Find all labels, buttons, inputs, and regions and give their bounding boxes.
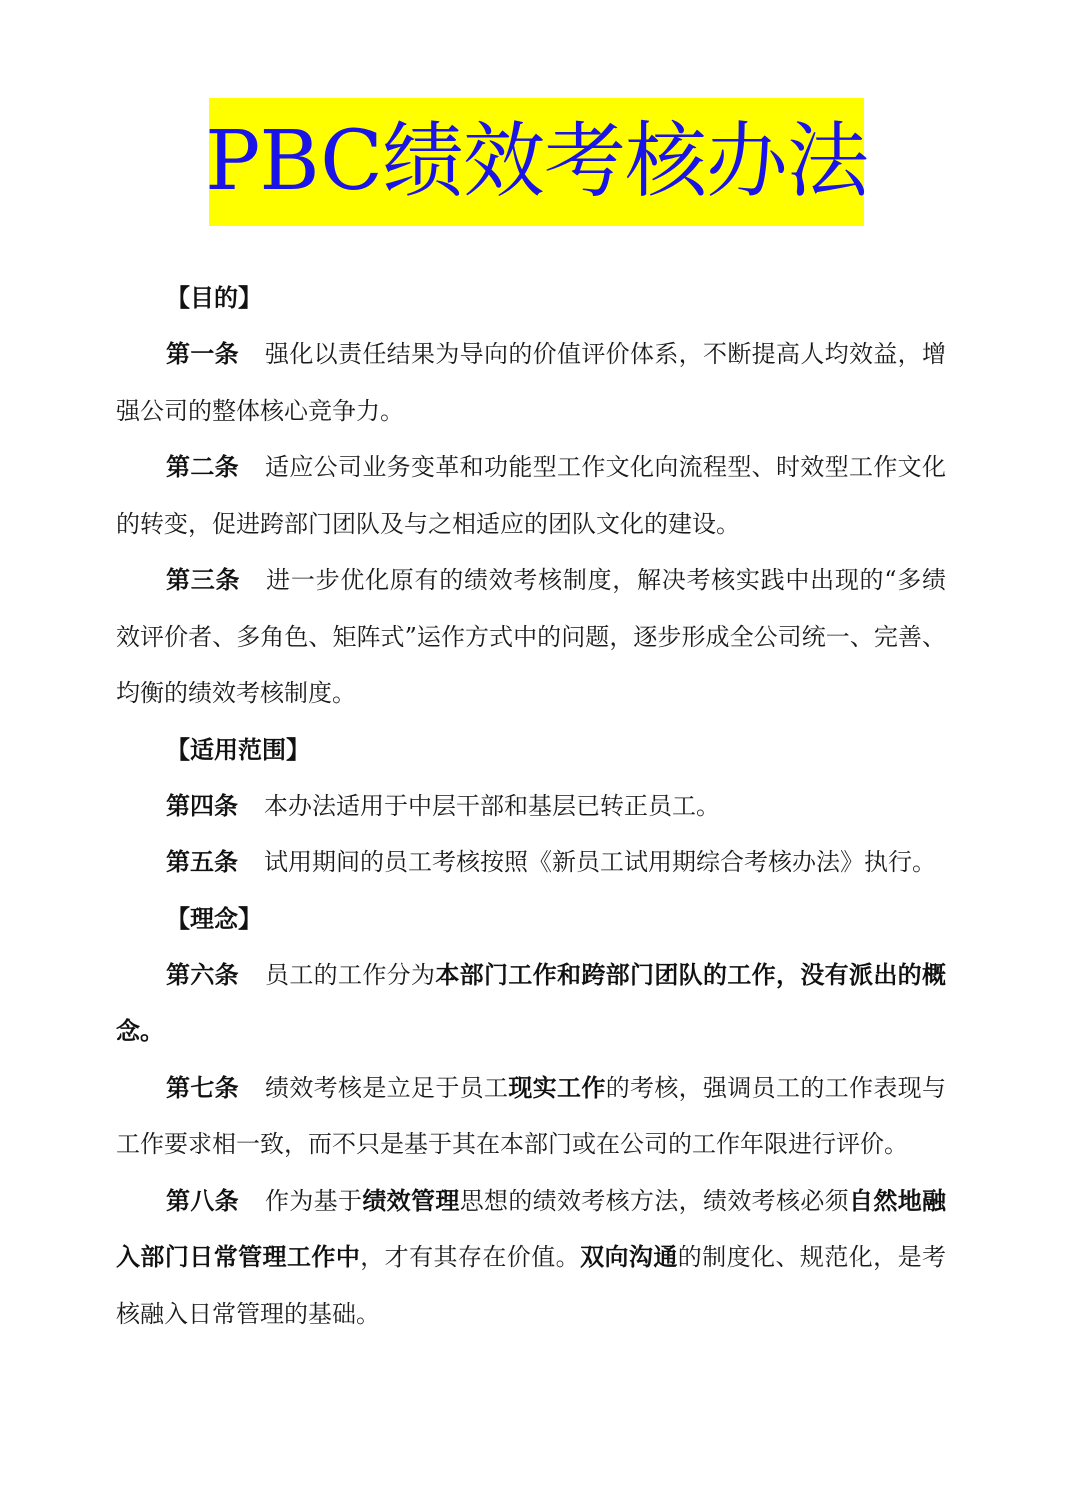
article-text: 强化以责任结果为导向的价值评价体系，不断提高人均效益，增强公司的整体核心竞争力。 — [116, 340, 946, 425]
article-number: 第三条 — [166, 566, 241, 594]
article-1 — [116, 326, 946, 439]
article-2 — [116, 439, 946, 552]
document-title: PBC绩效考核办法 — [205, 114, 868, 209]
article-number: 第七条 — [166, 1073, 239, 1102]
section-heading-purpose: 【目的】 — [166, 284, 262, 312]
section-heading-philosophy: 【理念】 — [166, 904, 262, 933]
article-number: 第一条 — [166, 340, 239, 368]
article-emphasis: 双向沟通 — [580, 1243, 678, 1271]
article-text: ，才有其存在价值。 — [360, 1243, 581, 1271]
article-8 — [116, 1173, 946, 1343]
document-body — [116, 270, 946, 1342]
article-text: 试用期间的员工考核按照《新员工试用期综合考核办法》执行。 — [264, 848, 936, 876]
article-emphasis: 本部门工作和跨部门团队的工作，没有派出的概念。 — [116, 960, 947, 1045]
article-emphasis: 绩效管理 — [362, 1186, 460, 1215]
article-7 — [116, 1060, 946, 1173]
article-3 — [116, 552, 946, 722]
article-text: 适应公司业务变革和功能型工作文化向流程型、时效型工作文化的转变，促进跨部门团队及与之相适应的团队文化的建设。 — [116, 453, 946, 538]
article-number: 第八条 — [166, 1186, 239, 1215]
article-4 — [116, 778, 946, 835]
article-number: 第四条 — [166, 791, 238, 820]
article-text: 员工的工作分为 — [265, 960, 436, 989]
article-text: 本办法适用于中层干部和基层已转正员工。 — [264, 791, 720, 820]
article-text: 思想的绩效考核方法，绩效考核必须 — [459, 1186, 850, 1215]
article-text: 作为基于 — [265, 1186, 363, 1215]
article-5 — [116, 834, 946, 891]
article-text: 的考核，强调员工的工作表现与工作要求相一致，而不只是基于其在本部门或在公司的工作年限进行评价。 — [116, 1073, 947, 1158]
section-heading-scope: 【适用范围】 — [166, 735, 310, 764]
article-text: 的制度化、规范化，是考核融入日常管理的基础。 — [116, 1243, 947, 1328]
article-number: 第六条 — [166, 960, 239, 989]
title-banner — [205, 98, 868, 226]
article-text: 绩效考核是立足于员工 — [265, 1073, 509, 1102]
article-number: 第五条 — [166, 848, 238, 876]
article-emphasis: 现实工作 — [508, 1073, 606, 1102]
article-number: 第二条 — [166, 453, 239, 481]
article-text: 进一步优化原有的绩效考核制度，解决考核实践中出现的“多绩效评价者、多角色、矩阵式”运作方式中的问题，逐步形成全公司统一、完善、均衡的绩效考核制度。 — [116, 566, 946, 707]
article-6 — [116, 947, 946, 1060]
article-emphasis: 自然地融入部门日常管理工作中 — [116, 1186, 947, 1271]
